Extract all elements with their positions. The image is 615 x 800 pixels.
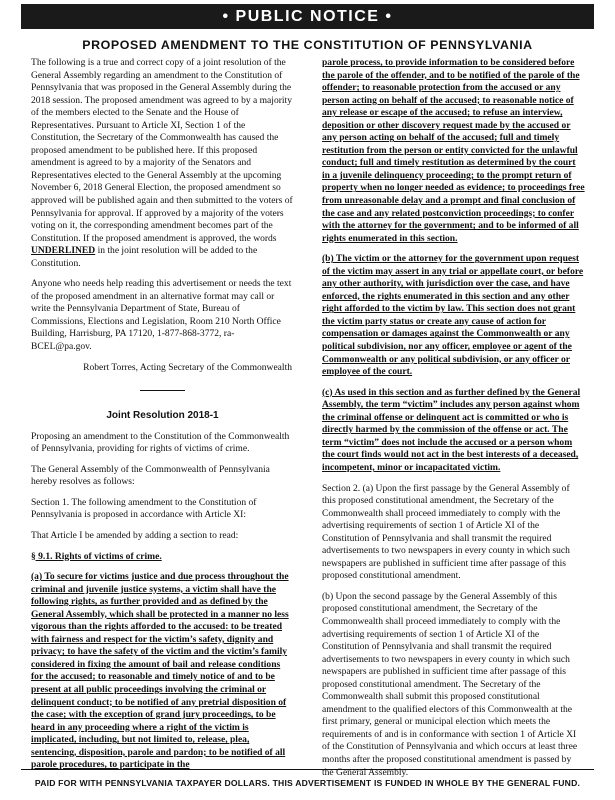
intro-underlined-word: UNDERLINED	[31, 245, 96, 257]
section-heading: § 9.1. Rights of victims of crime.	[31, 550, 162, 562]
paragraph-b: (b) The victim or the attorney for the government upon request of the victim may assert in any trial or appellate court, or before any other authority, with jurisdiction over the case, and have enforced, the rights enumerated in this section and any other right afforded to the victim by law. This section does not grant the victim party status or create any cause of action for compensation or damages against the Commonwealth or any political subdivision, nor any officer, employee or agent of the Commonwealth or any political subdivision, or any officer or employee of the court.	[322, 253, 584, 378]
assistance-paragraph: Anyone who needs help reading this advertisement or needs the text of the proposed amendment in an alternative format may call or write the Pennsylvania Department of State, Bureau of Commissions, Elections and Legislation, Room 210 North Office Building, Harrisburg, PA 17120, 1-877-868-3772, ra-BCEL@pa.gov.	[31, 278, 292, 353]
intro-text-a: The following is a true and correct copy of a joint resolution of the General Assembly regarding an amendment to the Constitution of Pennsylvania that was proposed in the General Assembly during the 2018 session. The proposed amendment was agreed to by a majority of the members elected to the Senate and the House of Representatives. Pursuant to Article XI, Section 1 of the Constitution, the Secretary of the Commonwealth has caused the proposed amendment to be published here. If this proposed amendment is agreed to by a majority of the Senators and Representatives elected to the General Assembly at the upcoming November 6, 2018 General Election, the proposed amendment so approved will be published again and then submitted to the voters of Pennsylvania for approval. If approved by a majority of the voters voting on it, the corresponding amendment becomes part of the Constitution. If the proposed amendment is approved, the words	[31, 57, 293, 244]
section-1-paragraph: Section 1. The following amendment to the Constitution of Pennsylvania is proposed in accordance with Article XI:	[31, 496, 257, 521]
paragraph-a: (a) To secure for victims justice and due process throughout the criminal and juvenile justice systems, a victim shall have the following rights, as further provided and as defined by the General Assembly, which shall be protected in a manner no less vigorous than the rights afforded to the accused: to be treated with fairness and respect for the victim’s safety, dignity and privacy; to have the safety of the victim and the victim’s family considered in fixing the amount of bail and release conditions for the accused; to reasonable and timely notice of and to be present at all public proceedings involving the criminal or delinquent conduct; to be notified of any pretrial disposition of the case; with the exception of grand jury proceedings, to be heard in any proceeding where a right of the victim is implicated, including, but not limited to, release, plea, sentencing, disposition, parole and pardon; to be notified of all parole procedures, to participate in the	[31, 571, 289, 771]
intro-text-b: in the joint resolution will be added to the Constitution.	[31, 245, 258, 269]
signature-line: Robert Torres, Acting Secretary of the Commonwealth	[83, 361, 292, 373]
funding-footer: PAID FOR WITH PENNSYLVANIA TAXPAYER DOLLARS. THIS ADVERTISEMENT IS FUNDED IN WHOLE BY THE GENERAL FUND.	[34, 778, 581, 788]
section-2a-paragraph: Section 2. (a) Upon the first passage by the General Assembly of this proposed constitutional amendment, the Secretary of the Commonwealth shall proceed immediately to comply with the advertising requirements of section 1 of Article XI of the Constitution of Pennsylvania and shall transmit the required advertisements to two newspapers in every county in which such newspapers are published in sufficient time after passage of this proposed constitutional amendment.	[322, 482, 570, 582]
section-2b-paragraph: (b) Upon the second passage by the General Assembly of this proposed constitutional amendment, the Secretary of the Commonwealth shall proceed immediately to comply with the advertising requirements of section 1 of Article XI of the Constitution of Pennsylvania and shall transmit the required advertisements to two newspapers in every county in which such newspapers are published in sufficient time after passage of this proposed constitutional amendment. The Secretary of the Commonwealth shall submit this proposed constitutional amendment to the qualified electors of this Commonwealth at the first primary, general or municipal election which meets the requirements of and is in conformance with section 1 of Article XI of the Constitution of Pennsylvania and which occurs at least three months after the proposed constitutional amendment is passed by the General Assembly.	[322, 590, 578, 778]
page-title: PROPOSED AMENDMENT TO THE CONSTITUTION OF PENNSYLVANIA	[82, 38, 533, 52]
article-paragraph: That Article I be amended by adding a section to read:	[31, 529, 239, 541]
public-notice-banner: • PUBLIC NOTICE •	[21, 4, 594, 29]
section-divider	[140, 390, 185, 391]
paragraph-c: (c) As used in this section and as further defined by the General Assembly, the term “victim” includes any person against whom the criminal offense or delinquent act is committed or who is directly harmed by the commission of the offense or act. The term “victim” does not include the accused or a person whom the court finds would not act in the best interests of a deceased, incompetent, minor or incapacitated victim.	[322, 386, 581, 473]
intro-paragraph	[31, 57, 294, 270]
footer-divider	[21, 769, 594, 770]
joint-resolution-title: Joint Resolution 2018-1	[106, 410, 219, 422]
right-column	[322, 57, 585, 787]
enacting-paragraph: The General Assembly of the Commonwealth of Pennsylvania hereby resolves as follows:	[31, 463, 270, 488]
proposing-paragraph: Proposing an amendment to the Constitution of the Commonwealth of Pennsylvania, providing for rights of victims of crime.	[31, 430, 290, 455]
paragraph-a-continued: parole process, to provide information to be considered before the parole of the offender, and to be notified of the parole of the offender; to reasonable protection from the accused or any person acting on behalf of the accused; to reasonable notice of any release or escape of the accused; to refuse an interview, deposition or other discovery request made by the accused or any person acting on behalf of the accused; full and timely restitution from the person or entity convicted for the unlawful conduct; full and timely restitution as determined by the court in a juvenile delinquency proceeding; to the prompt return of property when no longer needed as evidence; to proceedings free from unreasonable delay and a prompt and final conclusion of the case and any related postconviction proceedings; to confer with the attorney for the government; and to be informed of all rights enumerated in this section.	[322, 57, 585, 244]
left-column	[31, 57, 294, 780]
